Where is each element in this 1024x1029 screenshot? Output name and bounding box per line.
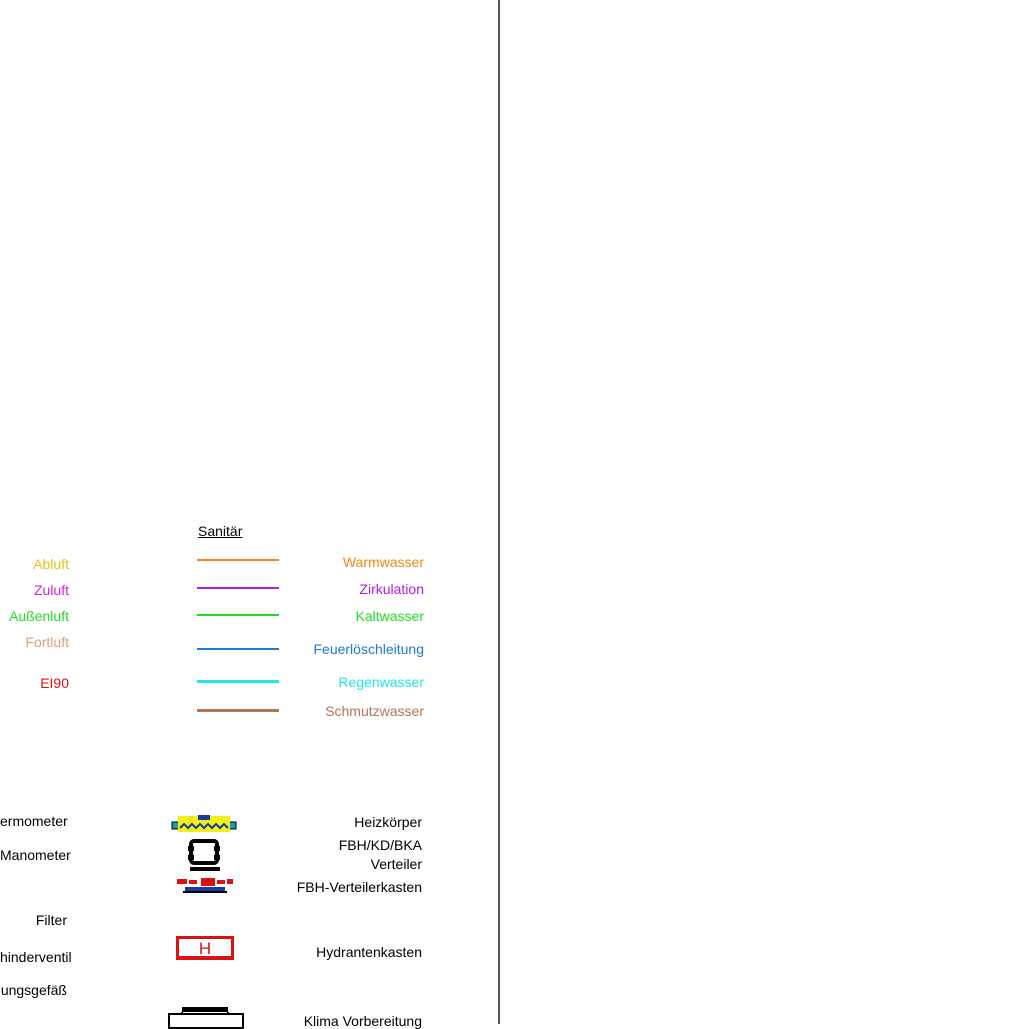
label-klima-vorbereitung: Klima Vorbereitung	[303, 1013, 422, 1029]
label-thermometer: ermometer	[0, 813, 68, 829]
hydrant-letter: H	[198, 939, 212, 958]
regenwasser-line	[197, 680, 279, 683]
fbh-verteiler-icon	[186, 838, 224, 874]
vertical-divider	[498, 0, 500, 1024]
feuerloeschleitung-line	[197, 648, 279, 650]
label-feuerloeschleitung: Feuerlöschleitung	[313, 641, 424, 657]
legend-fortluft: Fortluft	[25, 634, 69, 650]
legend-abluft: Abluft	[33, 556, 69, 572]
legend-zuluft: Zuluft	[33, 582, 69, 598]
zirkulation-line	[197, 587, 279, 589]
label-rueckflussverhinderventil: hinderventil	[0, 949, 72, 965]
fbh-verteilerkasten-icon	[175, 877, 235, 895]
label-zirkulation: Zirkulation	[359, 581, 424, 597]
label-filter: Filter	[35, 912, 67, 928]
label-heizkoerper: Heizkörper	[354, 814, 422, 830]
schmutzwasser-line	[197, 709, 279, 712]
kaltwasser-line	[197, 614, 279, 616]
sanitaer-heading: Sanitär	[198, 523, 243, 539]
label-warmwasser: Warmwasser	[342, 554, 424, 570]
label-ausdehnungsgefaess: ungsgefäß	[0, 982, 67, 998]
warmwasser-line	[197, 559, 279, 561]
label-kaltwasser: Kaltwasser	[355, 608, 424, 624]
hydrantenkasten-icon	[176, 936, 234, 960]
label-hydrantenkasten: Hydrantenkasten	[316, 944, 422, 960]
label-manometer: Manometer	[0, 847, 71, 863]
label-schmutzwasser: Schmutzwasser	[325, 703, 424, 719]
klima-vorbereitung-icon	[166, 1004, 246, 1024]
label-fbh-verteilerkasten: FBH-Verteilerkasten	[296, 879, 422, 895]
heizkoerper-icon	[170, 812, 240, 836]
label-fbh-verteiler-2: Verteiler	[370, 856, 422, 872]
legend-ei90: EI90	[40, 675, 69, 691]
label-regenwasser: Regenwasser	[338, 674, 424, 690]
label-fbh-verteiler-1: FBH/KD/BKA	[338, 837, 422, 853]
legend-aussenluft: Außenluft	[9, 608, 69, 624]
